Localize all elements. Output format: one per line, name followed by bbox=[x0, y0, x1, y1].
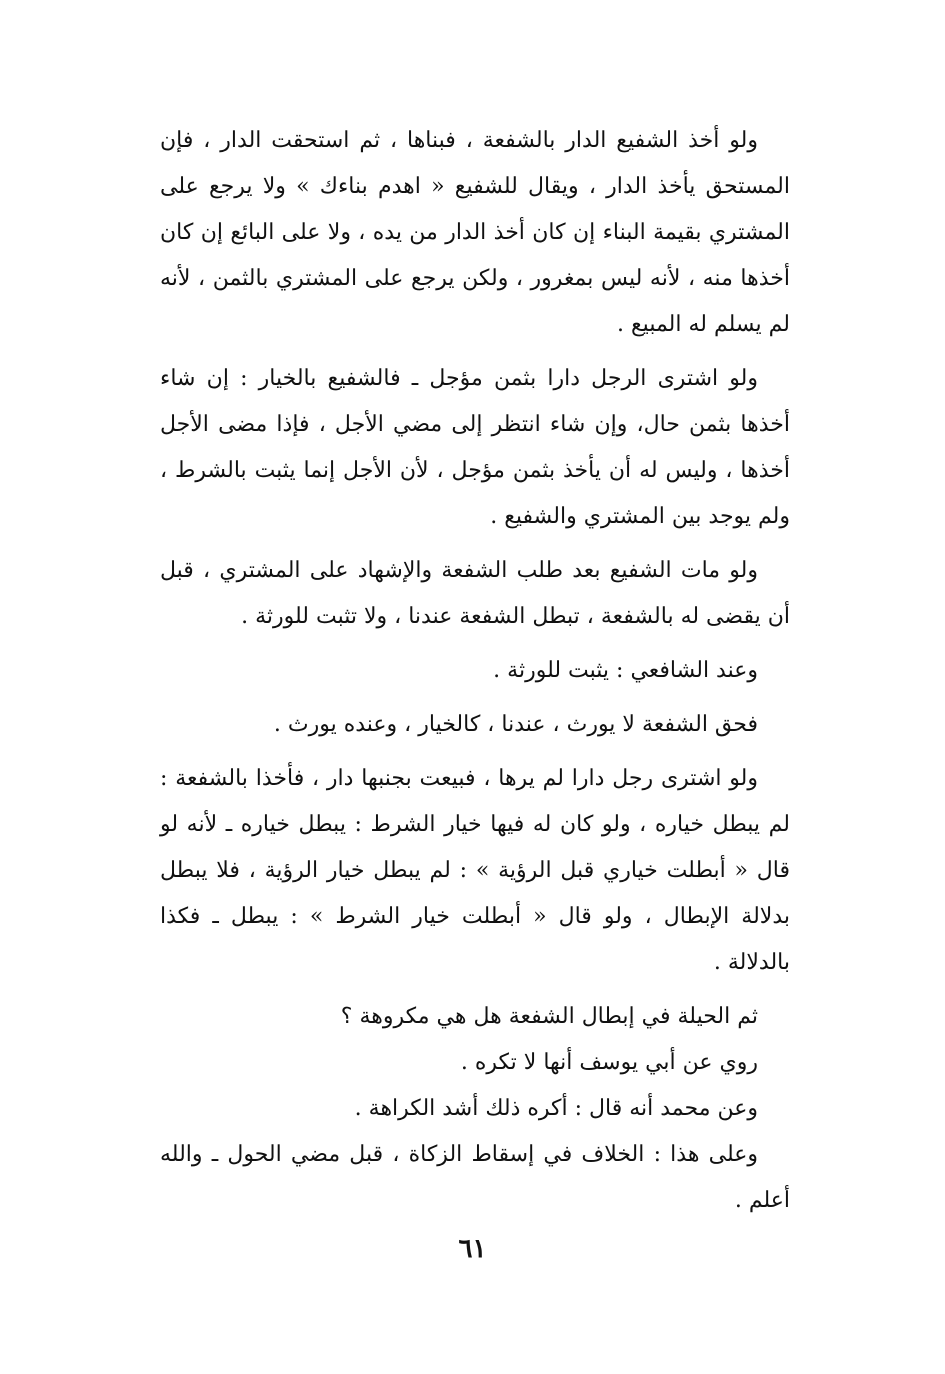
paragraph-4: وعند الشافعي : يثبت للورثة . bbox=[493, 658, 758, 683]
paragraph-8: روي عن أبي يوسف أنها لا تكره . bbox=[460, 1050, 758, 1075]
paragraph-10: وعلى هذا : الخلاف في إسقاط الزكاة ، قبل مضي الحول ـ والله أعلم . bbox=[160, 1142, 790, 1213]
paragraph-2: ولو اشترى الرجل دارا بثمن مؤجل ـ فالشفيع بالخيار : إن شاء أخذها بثمن حال، وإن شاء انتظر إلى مضي الأجل ، فإذا مضى الأجل أخذها ، وليس له أن يأخذ بثمن مؤجل ، لأن الأجل إنما يثبت بالشرط ، ولم يوجد بين المشتري والشفيع . bbox=[160, 366, 790, 529]
paragraph-7: ثم الحيلة في إبطال الشفعة هل هي مكروهة ؟ bbox=[340, 1004, 758, 1029]
page-number: ٦١ bbox=[458, 1234, 487, 1264]
paragraph-6: ولو اشترى رجل دارا لم يرها ، فبيعت بجنبها دار ، فأخذا بالشفعة : لم يبطل خياره ، ولو كان له فيها خيار الشرط : يبطل خياره ـ لأنه لو قال « أبطلت خياري قبل الرؤية » : لم يبطل خيار الرؤية ، فلا يبطل بدلالة الإبطال ، ولو قال « أبطلت خيار الشرط » : يبطل ـ فكذا بالدلالة . bbox=[160, 766, 790, 975]
page-body bbox=[160, 118, 790, 1224]
paragraph-1: ولو أخذ الشفيع الدار بالشفعة ، فبناها ، ثم استحقت الدار ، فإن المستحق يأخذ الدار ، ويقال للشفيع « اهدم بناءك » ولا يرجع على المشتري بقيمة البناء إن كان أخذ الدار من يده ، ولا على البائع إن كان أخذها منه ، لأنه ليس بمغرور ، ولكن يرجع على المشتري بالثمن ، لأنه لم يسلم له المبيع . bbox=[160, 128, 790, 337]
paragraph-5: فحق الشفعة لا يورث ، عندنا ، كالخيار ، وعنده يورث . bbox=[273, 712, 758, 737]
paragraph-9: وعن محمد أنه قال : أكره ذلك أشد الكراهة . bbox=[354, 1096, 758, 1121]
paragraph-3: ولو مات الشفيع بعد طلب الشفعة والإشهاد على المشتري ، قبل أن يقضى له بالشفعة ، تبطل الشفعة عندنا ، ولا تثبت للورثة . bbox=[160, 558, 790, 629]
